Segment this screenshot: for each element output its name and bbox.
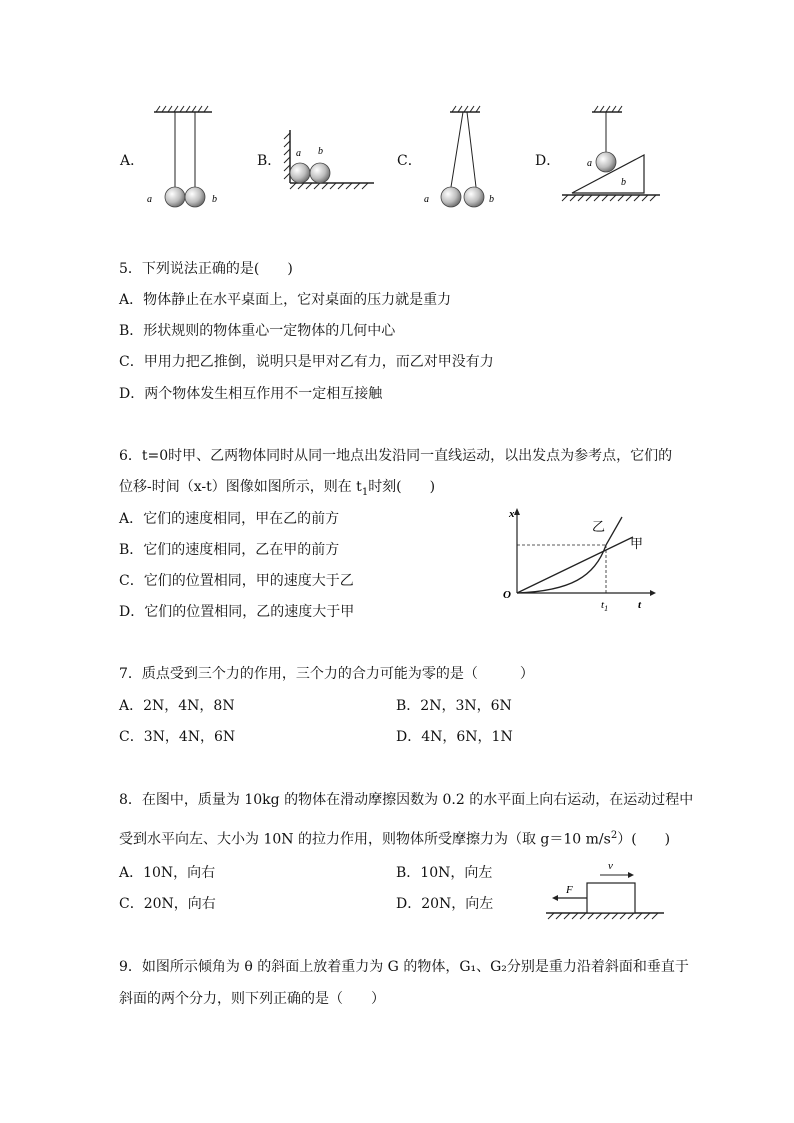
label-b: b bbox=[318, 146, 323, 157]
q6-xt-graph bbox=[500, 505, 660, 615]
q4-option-c-label: C． bbox=[397, 153, 422, 169]
q5-option-b: B．形状规则的物体重心一定物体的几何中心 bbox=[119, 323, 396, 339]
q9-stem-line1: 9．如图所示倾角为 θ 的斜面上放着重力为 G 的物体，G₁、G₂分别是重力沿着斜面和垂直于 bbox=[119, 959, 689, 975]
ball-a-icon bbox=[165, 187, 185, 207]
q8-stem-sup: 2 bbox=[610, 830, 618, 841]
ball-b-icon bbox=[185, 187, 205, 207]
q8-stem-line2 bbox=[119, 827, 670, 849]
q8-stem-line1: 8．在图中，质量为 10kg 的物体在滑动摩擦因数为 0.2 的水平面上向右运动，在运动过程中 bbox=[119, 792, 694, 808]
x-axis-label: x bbox=[509, 508, 515, 520]
velocity-label: v bbox=[608, 860, 613, 872]
q4-option-a-label: A． bbox=[120, 153, 145, 169]
q6-stem-line1: 6．t=0时甲、乙两物体同时从同一地点出发沿同一直线运动，以出发点为参考点，它们的 bbox=[119, 448, 673, 464]
label-b: b bbox=[489, 194, 494, 205]
q9-stem-line2: 斜面的两个分力，则下列正确的是（ ） bbox=[119, 991, 385, 1007]
yi-label: 乙 bbox=[592, 519, 606, 534]
label-a: a bbox=[424, 194, 429, 205]
force-label: F bbox=[566, 884, 573, 896]
q6-option-c: C．它们的位置相同，甲的速度大于乙 bbox=[119, 573, 354, 589]
line-jia bbox=[517, 537, 633, 593]
q7-option-b: B．2N，3N，6N bbox=[396, 698, 512, 714]
q5-stem: 5．下列说法正确的是( ) bbox=[119, 261, 293, 277]
q4-figure-d bbox=[560, 105, 670, 205]
q4-figure-c bbox=[420, 105, 520, 215]
q8-option-b: B．10N，向左 bbox=[396, 865, 493, 881]
q8-block-figure bbox=[540, 855, 670, 925]
q4-figure-a bbox=[140, 105, 240, 215]
q8-stem-text: 受到水平向左、大小为 10N 的拉力作用，则物体所受摩擦力为（取 g＝10 m/s bbox=[119, 831, 611, 848]
jia-label: 甲 bbox=[630, 536, 644, 551]
q6-option-d: D．它们的位置相同，乙的速度大于甲 bbox=[119, 604, 355, 620]
t1-label: $t_1$ bbox=[601, 599, 609, 613]
ball-b-icon bbox=[464, 187, 484, 207]
label-b: b bbox=[621, 177, 626, 188]
q5-option-a: A．物体静止在水平桌面上，它对桌面的压力就是重力 bbox=[119, 292, 452, 308]
q8-option-a: A．10N，向右 bbox=[119, 865, 216, 881]
q5-option-c: C．甲用力把乙推倒，说明只是甲对乙有力，而乙对甲没有力 bbox=[119, 354, 494, 370]
label-a: a bbox=[587, 158, 592, 169]
q4-figure-b bbox=[280, 125, 380, 195]
q8-stem-end: ）( ) bbox=[617, 831, 671, 848]
block-icon bbox=[587, 883, 635, 913]
q7-stem: 7．质点受到三个力的作用，三个力的合力可能为零的是（ ） bbox=[119, 666, 534, 682]
label-a: a bbox=[147, 194, 152, 205]
q6-stem-line2 bbox=[119, 478, 435, 502]
q5-option-d: D．两个物体发生相互作用不一定相互接触 bbox=[119, 386, 383, 402]
ball-a-icon bbox=[441, 187, 461, 207]
q6-option-a: A．它们的速度相同，甲在乙的前方 bbox=[119, 511, 340, 527]
ball-a-icon bbox=[596, 152, 616, 172]
q6-option-b: B．它们的速度相同，乙在甲的前方 bbox=[119, 542, 340, 558]
q8-option-c: C．20N，向右 bbox=[119, 896, 216, 912]
q7-option-a: A．2N，4N，8N bbox=[119, 698, 235, 714]
q7-option-c: C．3N，4N，6N bbox=[119, 729, 236, 745]
q7-option-d: D．4N，6N，1N bbox=[396, 729, 513, 745]
origin-label: O bbox=[503, 589, 511, 601]
label-a: a bbox=[296, 148, 301, 159]
ball-a-icon bbox=[290, 163, 310, 183]
q4-option-b-label: B． bbox=[257, 153, 282, 169]
q8-option-d: D．20N，向左 bbox=[396, 896, 494, 912]
ball-b-icon bbox=[310, 163, 330, 183]
q6-stem-text: 位移-时间（x-t）图像如图所示，则在 t bbox=[119, 479, 362, 495]
q4-option-d-label: D． bbox=[535, 153, 561, 169]
t-axis-label: t bbox=[638, 599, 642, 611]
q6-stem-end: 时刻( ) bbox=[368, 479, 436, 495]
label-b: b bbox=[212, 194, 217, 205]
q6-stem-sub: 1 bbox=[361, 486, 369, 498]
